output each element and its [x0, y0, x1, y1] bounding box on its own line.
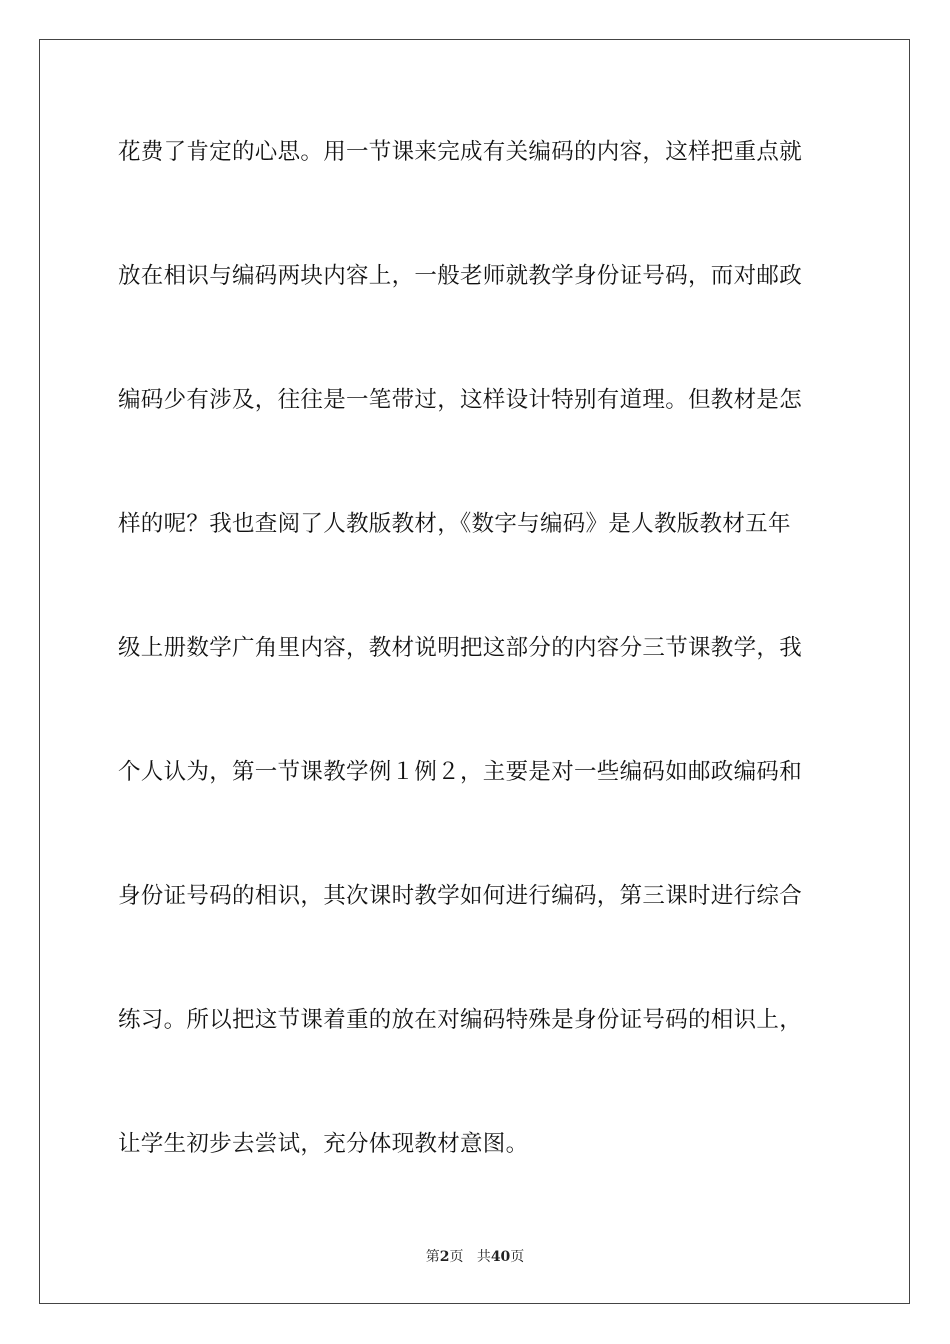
text-line: 编码少有涉及，往往是一笔带过，这样设计特别有道理。但教材是怎: [118, 387, 803, 413]
total-prefix: 共: [476, 1249, 491, 1265]
total-suffix: 页: [510, 1249, 525, 1265]
page-prefix: 第: [425, 1249, 440, 1265]
text-line: 花费了肯定的心思。用一节课来完成有关编码的内容，这样把重点就: [118, 139, 803, 165]
text-line: 身份证号码的相识，其次课时教学如何进行编码，第三课时进行综合: [118, 883, 803, 909]
text-line: 让学生初步去尝试，充分体现教材意图。: [118, 1131, 529, 1157]
text-line: 放在相识与编码两块内容上，一般老师就教学身份证号码，而对邮政: [118, 263, 803, 289]
text-line: 练习。所以把这节课着重的放在对编码特殊是身份证号码的相识上，: [118, 1007, 803, 1033]
document-body: [118, 128, 832, 1244]
text-line: 级上册数学广角里内容，教材说明把这部分的内容分三节课教学，我: [118, 635, 803, 661]
text-line: 样的呢？我也查阅了人教版教材，《数字与编码》是人教版教材五年: [118, 511, 791, 537]
text-line: 个人认为，第一节课教学例１例２，主要是对一些编码如邮政编码和: [118, 759, 803, 785]
page-suffix: 页: [449, 1249, 464, 1265]
total-pages: 40: [490, 1249, 511, 1265]
page-footer: [0, 1246, 950, 1266]
page-number: 2: [439, 1249, 450, 1265]
